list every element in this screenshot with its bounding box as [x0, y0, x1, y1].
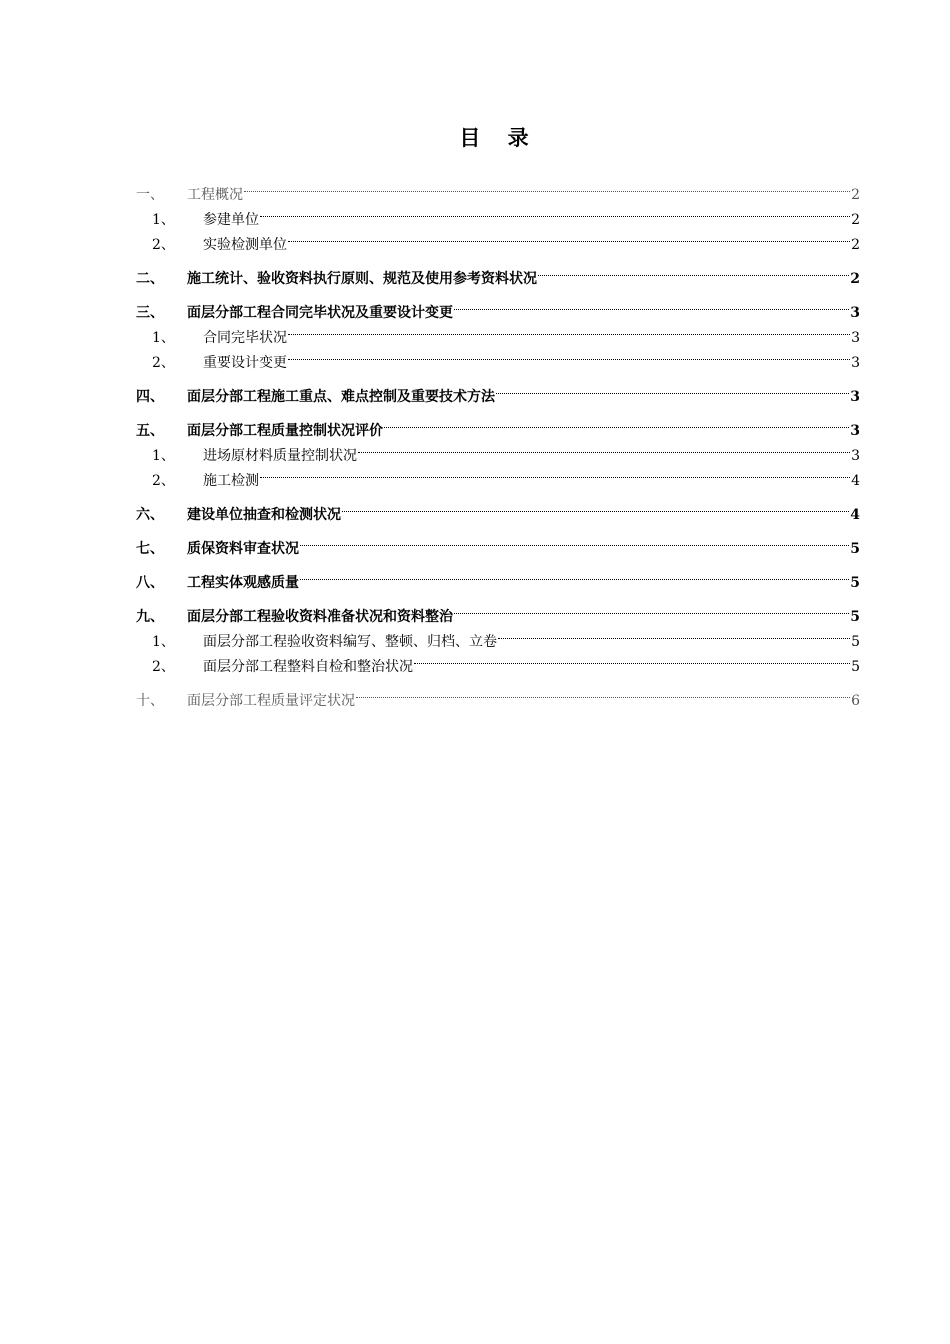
toc-entry[interactable]: [136, 494, 860, 523]
toc-entry[interactable]: [136, 258, 860, 287]
toc-entry-label: 进场原材料质量控制状况: [203, 448, 357, 464]
toc-entry-label: 合同完毕状况: [203, 330, 287, 346]
toc-entry-label: 工程概况: [187, 187, 243, 203]
dot-leader: [260, 460, 850, 485]
dot-leader: [244, 174, 850, 199]
toc-entry[interactable]: [136, 562, 860, 591]
toc-entry-page: 3: [850, 423, 860, 439]
dot-leader: [300, 562, 849, 587]
toc-entry-number: 2、: [152, 355, 175, 371]
toc-entry-label: 面层分部工程验收资料准备状况和资料整治: [187, 609, 453, 625]
toc-entry-label: 面层分部工程质量评定状况: [187, 693, 355, 709]
toc-entry[interactable]: [136, 680, 860, 709]
toc-entry-page: 5: [850, 541, 860, 557]
dot-leader: [538, 258, 849, 283]
toc-entry-page: 2: [851, 187, 860, 203]
toc-entry[interactable]: [136, 528, 860, 557]
toc-entry-label: 面层分部工程合同完毕状况及重要设计变更: [187, 305, 453, 321]
toc-entry-label: 实验检测单位: [203, 237, 287, 253]
dot-leader: [260, 199, 850, 224]
toc-entry[interactable]: [136, 410, 860, 439]
toc-entry-page: 5: [851, 659, 860, 675]
toc-entry-label: 面层分部工程施工重点、难点控制及重要技术方法: [187, 389, 495, 405]
toc-entry-label: 面层分部工程整料自检和整治状况: [203, 659, 413, 675]
toc-entry-label: 参建单位: [203, 212, 259, 228]
dot-leader: [414, 646, 850, 671]
toc-entry-page: 4: [850, 507, 860, 523]
toc-entry[interactable]: [136, 292, 860, 321]
dot-leader: [384, 410, 849, 435]
toc-entry-label: 质保资料审查状况: [187, 541, 299, 557]
toc-entry-number: 三、: [136, 305, 164, 321]
toc-entry-page: 2: [851, 212, 860, 228]
toc-entry[interactable]: [136, 596, 860, 625]
toc-entry-label: 面层分部工程验收资料编写、整顿、归档、立卷: [203, 634, 497, 650]
toc-entry-page: 4: [851, 473, 860, 489]
toc-title: 目 录: [459, 126, 539, 150]
dot-leader: [358, 435, 850, 460]
toc-entry-page: 5: [850, 609, 860, 625]
dot-leader: [288, 317, 850, 342]
dot-leader: [288, 342, 850, 367]
toc-entry-number: 1、: [152, 330, 175, 346]
toc-entry-number: 八、: [136, 575, 164, 591]
toc-entry-number: 2、: [152, 473, 175, 489]
toc-entry-label: 建设单位抽查和检测状况: [187, 507, 341, 523]
dot-leader: [288, 224, 850, 249]
toc-entry-page: 3: [851, 355, 860, 371]
toc-entry-number: 2、: [152, 237, 175, 253]
toc-entry-page: 3: [851, 448, 860, 464]
toc-entry[interactable]: [136, 174, 860, 203]
toc-entry-page: 2: [851, 237, 860, 253]
dot-leader: [496, 376, 849, 401]
toc-entry[interactable]: [136, 376, 860, 405]
toc-entry-page: 5: [850, 575, 860, 591]
dot-leader: [498, 621, 850, 646]
toc-entry-number: 1、: [152, 212, 175, 228]
toc-entry[interactable]: [136, 199, 860, 228]
toc-entry-label: 重要设计变更: [203, 355, 287, 371]
toc-entry-page: 2: [850, 271, 860, 287]
toc-entry-page: 5: [851, 634, 860, 650]
toc-entry-number: 1、: [152, 448, 175, 464]
toc-entry-page: 3: [851, 330, 860, 346]
toc-entry-number: 1、: [152, 634, 175, 650]
toc-entry-page: 3: [850, 305, 860, 321]
dot-leader: [300, 528, 849, 553]
table-of-contents: [136, 174, 860, 709]
toc-entry-number: 一、: [136, 187, 164, 203]
dot-leader: [356, 680, 850, 705]
toc-entry-number: 九、: [136, 609, 164, 625]
toc-entry-number: 2、: [152, 659, 175, 675]
toc-entry-page: 3: [850, 389, 860, 405]
toc-entry-number: 七、: [136, 541, 164, 557]
toc-entry-number: 二、: [136, 271, 164, 287]
toc-entry-page: 6: [851, 693, 860, 709]
toc-entry-label: 施工检测: [203, 473, 259, 489]
toc-entry-label: 工程实体观感质量: [187, 575, 299, 591]
toc-entry-label: 施工统计、验收资料执行原则、规范及使用参考资料状况: [187, 271, 537, 287]
toc-entry-number: 十、: [136, 693, 164, 709]
toc-entry-number: 五、: [136, 423, 164, 439]
dot-leader: [342, 494, 849, 519]
dot-leader: [454, 596, 849, 621]
toc-entry-number: 四、: [136, 389, 164, 405]
dot-leader: [454, 292, 849, 317]
toc-entry-label: 面层分部工程质量控制状况评价: [187, 423, 383, 439]
toc-entry-number: 六、: [136, 507, 164, 523]
